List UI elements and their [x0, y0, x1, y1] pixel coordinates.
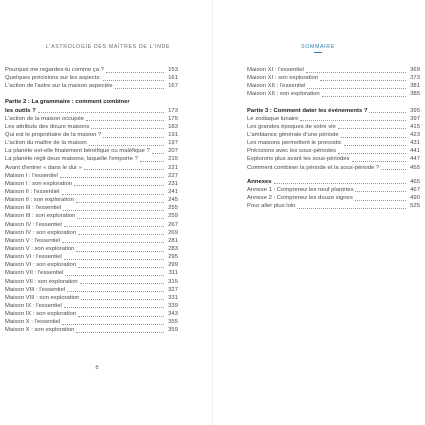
- dot-leader: [80, 283, 164, 284]
- toc-entry[interactable]: [5, 237, 178, 245]
- entry-title: Pour aller plus loin: [247, 203, 296, 210]
- page-number: 395: [410, 107, 420, 114]
- dot-leader: [338, 153, 406, 154]
- toc-entry[interactable]: [247, 74, 420, 82]
- entry-title: Maison VII : son exploration: [5, 278, 78, 285]
- page-number: 373: [410, 75, 420, 82]
- dot-leader: [274, 183, 406, 184]
- toc-entry[interactable]: [5, 318, 178, 326]
- toc-entry[interactable]: [5, 188, 178, 196]
- page-number: 269: [168, 229, 178, 236]
- entry-title: Le zodiaque lunaire: [247, 115, 299, 122]
- entry-title: Maison IV : l'essentiel: [5, 221, 62, 228]
- entry-title: Maison V : l'essentiel: [5, 237, 61, 244]
- entry-title: Maison V : son exploration: [5, 245, 75, 252]
- dot-leader: [62, 194, 165, 195]
- dot-leader: [103, 80, 164, 81]
- toc-entry[interactable]: [5, 253, 178, 261]
- entry-title: Les grandes époques de votre vie: [247, 123, 336, 130]
- toc-entry[interactable]: [5, 180, 178, 188]
- toc-entry[interactable]: [5, 204, 178, 212]
- page-number: 525: [410, 203, 420, 210]
- dot-leader: [76, 332, 164, 333]
- page-number: 490: [410, 194, 420, 201]
- dot-leader: [76, 251, 164, 252]
- page-number: 231: [168, 180, 178, 187]
- entry-title: Maison I : l'essentiel: [5, 172, 58, 179]
- entry-title: Maison II : l'essentiel: [5, 188, 60, 195]
- dot-leader: [306, 72, 406, 73]
- toc-entry[interactable]: [5, 278, 178, 286]
- page-number: 343: [168, 311, 178, 318]
- running-header-sommaire: SOMMAIRE: [301, 44, 335, 50]
- dot-leader: [76, 202, 164, 203]
- toc-entry[interactable]: [5, 123, 178, 131]
- entry-title: Maison VIII : l'essentiel: [5, 286, 66, 293]
- dot-leader: [60, 177, 164, 178]
- page-number: 221: [168, 164, 178, 171]
- dot-leader: [355, 191, 406, 192]
- dot-leader: [352, 161, 407, 162]
- toc-entry[interactable]: [5, 74, 178, 82]
- dot-leader: [89, 145, 164, 146]
- toc-right: [247, 66, 420, 210]
- page-number: 369: [410, 66, 420, 73]
- running-header: L'ASTROLOGIE DES MAÎTRES DE L'INDE: [45, 44, 171, 50]
- dot-leader: [81, 299, 164, 300]
- page-number: 381: [410, 83, 420, 90]
- dot-leader: [106, 72, 164, 73]
- page-number: 183: [168, 123, 178, 130]
- page-number: 207: [168, 148, 178, 155]
- entry-title: Maison IX : l'essentiel: [5, 302, 62, 309]
- page-number: 191: [168, 131, 178, 138]
- toc-entry[interactable]: [5, 66, 178, 74]
- entry-title: Précisions avec les sous-périodes: [247, 148, 337, 155]
- page-number: 227: [168, 172, 178, 179]
- entry-title: Annexe 2 : Comprenez les douze signes: [247, 194, 353, 201]
- dot-leader: [355, 200, 406, 201]
- toc-intro-list: [5, 66, 178, 90]
- page-number: 161: [168, 75, 178, 82]
- page-number: 167: [168, 83, 178, 90]
- dot-leader: [320, 80, 406, 81]
- toc-entry[interactable]: [5, 172, 178, 180]
- page-number: 431: [410, 140, 420, 147]
- toc-entry[interactable]: [247, 186, 420, 194]
- toc-entry[interactable]: [5, 245, 178, 253]
- entry-title: La planète régit deux maisons, laquelle l'emporte ?: [5, 156, 138, 163]
- page-number: 441: [410, 148, 420, 155]
- annexes-heading[interactable]: [247, 178, 420, 186]
- dot-leader: [77, 218, 164, 219]
- toc-entry[interactable]: [247, 164, 420, 172]
- page-number: 355: [168, 319, 178, 326]
- page-number: 359: [168, 327, 178, 334]
- toc-entry[interactable]: [5, 261, 178, 269]
- page-number: 415: [410, 123, 420, 130]
- dot-leader: [78, 234, 164, 235]
- toc-entry[interactable]: [5, 131, 178, 139]
- entry-title: Quelques précisions sur les aspects:: [5, 75, 101, 82]
- entry-title: Maison XI : l'essentiel: [247, 66, 304, 73]
- right-page: [213, 0, 425, 425]
- toc-entry[interactable]: [5, 115, 178, 123]
- page-number: 315: [168, 278, 178, 285]
- toc-entry[interactable]: [5, 139, 178, 147]
- dot-leader: [63, 210, 164, 211]
- header-accent-rule: [314, 52, 322, 53]
- part-2-heading[interactable]: [5, 107, 178, 115]
- dot-leader: [64, 307, 164, 308]
- dot-leader: [78, 267, 164, 268]
- part-3-title: Partie 3 : Comment dater les événements ?: [247, 107, 368, 114]
- dot-leader: [38, 112, 164, 113]
- page-number: 173: [168, 107, 178, 114]
- page-number: 267: [168, 221, 178, 228]
- dot-leader: [91, 128, 164, 129]
- dot-leader: [140, 161, 164, 162]
- entry-title: Maison II : son exploration: [5, 197, 74, 204]
- dot-leader: [341, 137, 406, 138]
- dot-leader: [322, 96, 406, 97]
- dot-leader: [152, 153, 164, 154]
- entry-title: L'action du maître de la maison: [5, 140, 87, 147]
- dot-leader: [64, 226, 164, 227]
- entry-title: L'action de la maison occupée: [5, 115, 85, 122]
- dot-leader: [300, 120, 406, 121]
- page-number: 339: [168, 302, 178, 309]
- page-number: 255: [168, 205, 178, 212]
- page-number: 467: [410, 186, 420, 193]
- entry-title: L'ambiance générale d'une période: [247, 131, 339, 138]
- page-number: 153: [168, 66, 178, 73]
- toc-entry[interactable]: [247, 66, 420, 74]
- entry-title: Explorons plus avant les sous-périodes: [247, 156, 350, 163]
- dot-leader: [64, 259, 164, 260]
- page-number: 215: [168, 156, 178, 163]
- dot-leader: [344, 145, 406, 146]
- entry-title: Maison VIII : son exploration: [5, 294, 80, 301]
- toc-left: [5, 66, 178, 335]
- page-folio: 8: [95, 365, 99, 371]
- dot-leader: [74, 185, 164, 186]
- toc-entry[interactable]: [247, 115, 420, 123]
- toc-entry[interactable]: [247, 194, 420, 202]
- toc-entry[interactable]: [5, 326, 178, 334]
- part-3-heading[interactable]: [247, 107, 420, 115]
- entry-title: Maison XII : l'essentiel: [247, 83, 306, 90]
- page-number: 311: [168, 270, 178, 277]
- entry-title: Maison X : son exploration: [5, 327, 75, 334]
- dot-leader: [307, 88, 406, 89]
- toc-entry[interactable]: [247, 147, 420, 155]
- page-number: 465: [410, 178, 420, 185]
- entry-title: Maison IX : son exploration: [5, 311, 77, 318]
- entry-title: Les attributs des douze maisons: [5, 123, 90, 130]
- toc-entry[interactable]: [5, 221, 178, 229]
- dot-leader: [381, 169, 406, 170]
- entry-title: Annexe 1 : Comprenez les neuf planètes: [247, 186, 354, 193]
- toc-entry[interactable]: [5, 82, 178, 90]
- dot-leader: [62, 324, 164, 325]
- page-number: 295: [168, 254, 178, 261]
- dot-leader: [338, 128, 406, 129]
- page-number: 327: [168, 286, 178, 293]
- toc-part3-list: [247, 115, 420, 172]
- dot-leader: [65, 275, 164, 276]
- dot-leader: [84, 169, 164, 170]
- page-number: 299: [168, 262, 178, 269]
- entry-title: Les maisons permettent le pronostic: [247, 140, 342, 147]
- toc-entry[interactable]: [247, 202, 420, 210]
- page-number: 331: [168, 294, 178, 301]
- annexes-title: Annexes: [247, 178, 272, 185]
- toc-entry[interactable]: [247, 82, 420, 90]
- dot-leader: [86, 120, 164, 121]
- page-number: 259: [168, 213, 178, 220]
- dot-leader: [78, 316, 164, 317]
- entry-title: Maison III : l'essentiel: [5, 205, 62, 212]
- entry-title: Maison IV : son exploration: [5, 229, 77, 236]
- dot-leader: [103, 137, 164, 138]
- toc-entry[interactable]: [5, 229, 178, 237]
- dot-leader: [297, 208, 406, 209]
- page-number: 447: [410, 156, 420, 163]
- entry-title: Maison XII : son exploration: [247, 91, 320, 98]
- part-2-title-line2: les outils ?: [5, 107, 36, 114]
- toc-entry[interactable]: [5, 269, 178, 277]
- toc-entry[interactable]: [5, 310, 178, 318]
- page-number: 175: [168, 115, 178, 122]
- entry-title: Avant d'entrer « dans le dur »: [5, 164, 82, 171]
- left-page: [0, 0, 212, 425]
- dot-leader: [369, 112, 406, 113]
- toc-entry[interactable]: [247, 131, 420, 139]
- entry-title: Maison XI : son exploration: [247, 75, 319, 82]
- dot-leader: [115, 88, 164, 89]
- page-number: 397: [410, 115, 420, 122]
- toc-entry[interactable]: [247, 123, 420, 131]
- page-number: 423: [410, 131, 420, 138]
- toc-entry[interactable]: [5, 212, 178, 220]
- page-number: 283: [168, 245, 178, 252]
- toc-entry[interactable]: [247, 139, 420, 147]
- toc-entry[interactable]: [247, 90, 420, 98]
- toc-entry[interactable]: [247, 155, 420, 163]
- page-number: 241: [168, 188, 178, 195]
- page-number: 281: [168, 237, 178, 244]
- entry-title: Pourquoi me regardes-tu comme ça ?: [5, 66, 104, 73]
- page-number: 385: [410, 91, 420, 98]
- entry-title: Maison VI : son exploration: [5, 262, 77, 269]
- entry-title: Maison III : son exploration: [5, 213, 76, 220]
- entry-title: Maison X : l'essentiel: [5, 319, 61, 326]
- entry-title: Comment combiner la période et la sous-période ?: [247, 164, 380, 171]
- entry-title: La planète est-elle finalement bénéfique ou maléfique ?: [5, 148, 150, 155]
- page-number: 245: [168, 197, 178, 204]
- dot-leader: [62, 242, 164, 243]
- entry-title: Qui est le propriétaire de la maison ?: [5, 131, 102, 138]
- toc-entry[interactable]: [5, 196, 178, 204]
- toc-entry[interactable]: [5, 147, 178, 155]
- entry-title: Maison VII : l'essentiel: [5, 270, 64, 277]
- entry-title: L'action de l'astre sur la maison aspectée: [5, 83, 113, 90]
- toc-annexes-list: [247, 186, 420, 210]
- page-number: 455: [410, 164, 420, 171]
- toc-entry[interactable]: [5, 294, 178, 302]
- toc-entry[interactable]: [5, 164, 178, 172]
- entry-title: Maison I : son exploration: [5, 180, 73, 187]
- part-2-title-line1: Partie 2 : La grammaire : comment combiner: [5, 99, 130, 106]
- toc-intro-list: [247, 66, 420, 99]
- toc-entry[interactable]: [5, 155, 178, 163]
- entry-title: Maison VI : l'essentiel: [5, 254, 62, 261]
- toc-part2-list: [5, 115, 178, 335]
- toc-entry[interactable]: [5, 286, 178, 294]
- dot-leader: [67, 291, 164, 292]
- toc-entry[interactable]: [5, 302, 178, 310]
- page-number: 197: [168, 140, 178, 147]
